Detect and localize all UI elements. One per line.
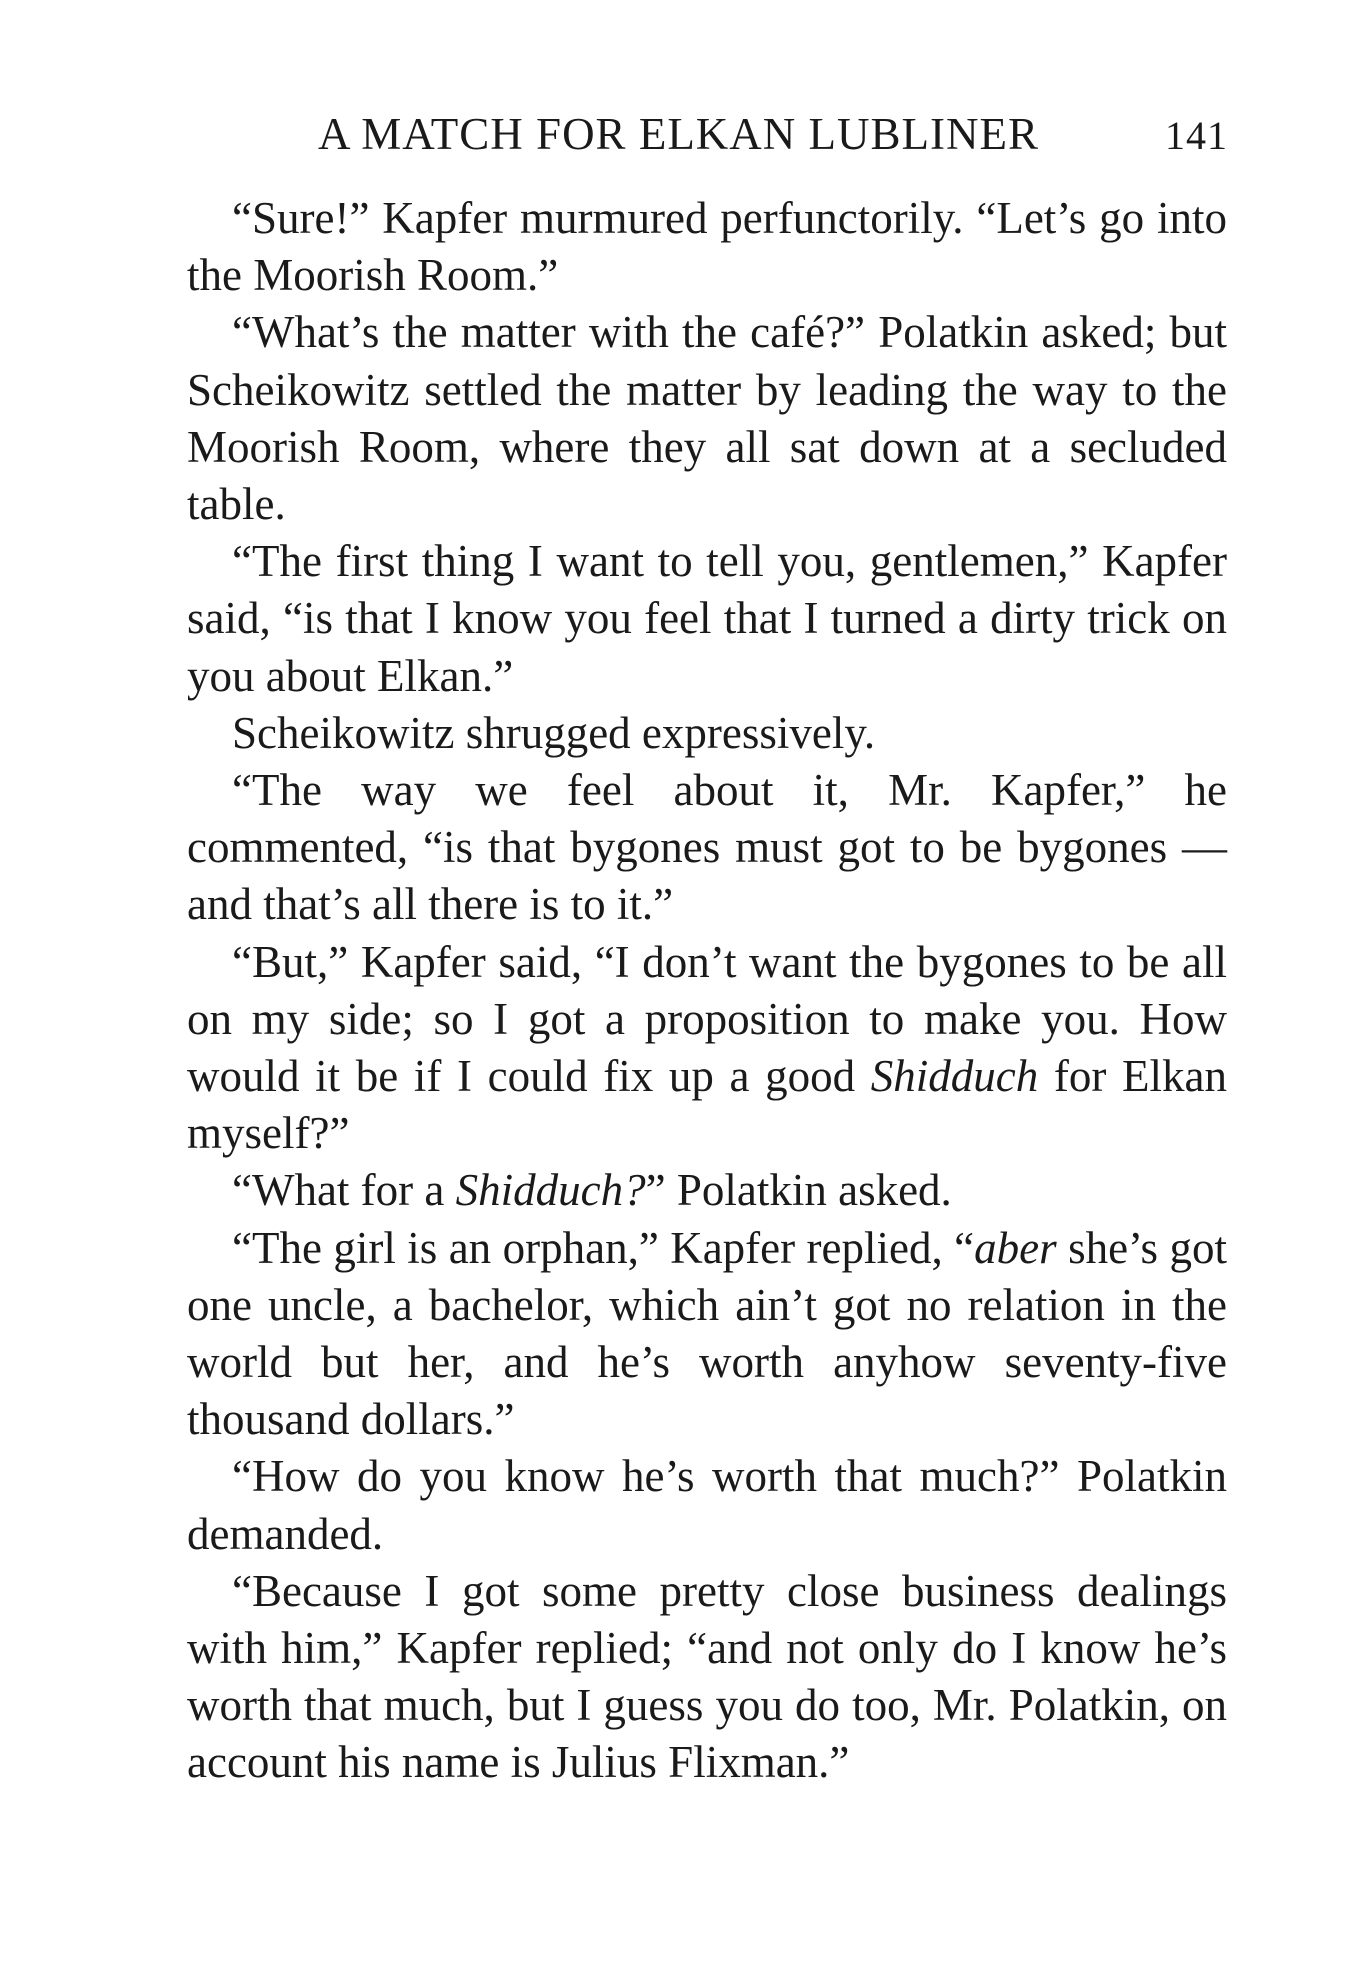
running-header: [318, 108, 1228, 172]
page-number: 141: [1165, 113, 1228, 158]
paragraph-10: [187, 1563, 1227, 1792]
text-run: for Elkan myself?”: [187, 1051, 1227, 1159]
text-run: “The way we feel about it, Mr. Kapfer,” he commented, “is that bygones must got to be bygones — and that’s all there is to it.”: [187, 765, 1227, 930]
text-run: “What for a: [232, 1165, 456, 1216]
paragraph-9: [187, 1448, 1227, 1562]
text-run: “How do you know he’s worth that much?” Polatkin demanded.: [187, 1451, 1227, 1559]
paragraph-4: [187, 705, 1227, 762]
text-run: she’s got one uncle, a bachelor, which ain’t got no relation in the world but her, and he’s worth anyhow seventy-five thousand dollars.”: [187, 1222, 1227, 1445]
paragraph-5: [187, 762, 1227, 934]
text-run: “Sure!” Kapfer murmured perfunctorily. “Let’s go into the Moorish Room.”: [187, 193, 1227, 301]
italic-term: aber: [974, 1222, 1057, 1273]
text-run: “Because I got some pretty close business dealings with him,” Kapfer replied; “and not only do I know he’s worth that much, but I guess you do too, Mr. Polatkin, on account his name is Julius Flixman.”: [187, 1565, 1227, 1788]
paragraph-2: [187, 304, 1227, 533]
paragraph-8: [187, 1220, 1227, 1449]
paragraph-7: [187, 1162, 1227, 1219]
text-run: “The first thing I want to tell you, gentlemen,” Kapfer said, “is that I know you feel that I turned a dirty trick on you about Elkan.”: [187, 536, 1227, 701]
text-run: “What’s the matter with the café?” Polatkin asked; but Scheikowitz settled the matter by leading the way to the Moorish Room, where they all sat down at a secluded table.: [187, 307, 1227, 530]
paragraph-1: [187, 190, 1227, 304]
text-run: “The girl is an orphan,” Kapfer replied, “: [232, 1222, 975, 1273]
italic-term: Shidduch?: [455, 1165, 646, 1216]
body-text: [187, 190, 1227, 1792]
text-run: ” Polatkin asked.: [645, 1165, 952, 1216]
text-run: “But,” Kapfer said, “I don’t want the bygones to be all on my side; so I got a proposition to make you. How would it be if I could fix up a good: [187, 936, 1227, 1102]
paragraph-6: [187, 934, 1227, 1163]
paragraph-3: [187, 533, 1227, 705]
italic-term: Shidduch: [870, 1051, 1039, 1102]
text-run: Scheikowitz shrugged expressively.: [232, 707, 876, 758]
running-title: A MATCH FOR ELKAN LUBLINER: [318, 109, 1040, 159]
